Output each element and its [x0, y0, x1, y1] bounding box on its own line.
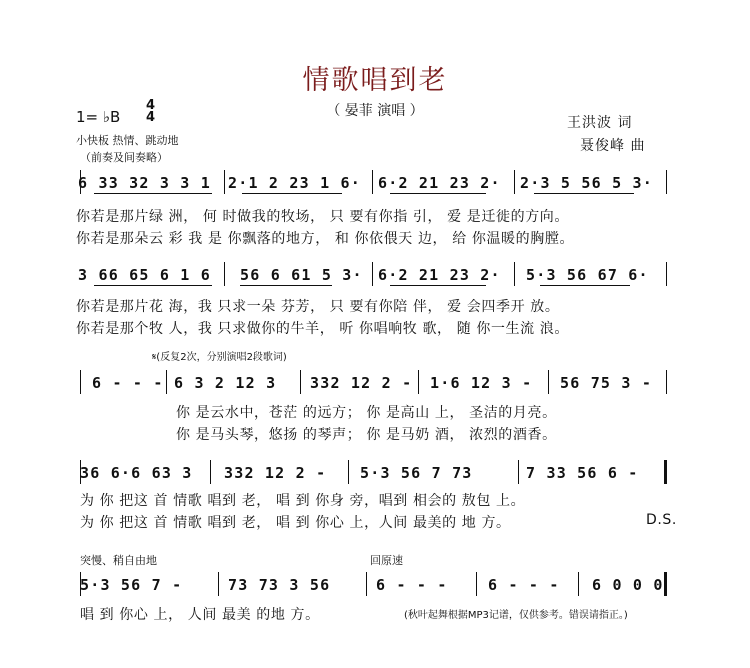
singer-credit: （ 晏菲 演唱 ） [326, 103, 424, 119]
measure: 2·3 5 56 5 3· [520, 174, 653, 192]
lyric-verse-2: 你若是那朵云 彩 我 是 你飘落的地方， 和 你依偎天 边， 给 你温暖的胸膛。 [76, 231, 575, 247]
measure: 6 0 0 0 [592, 576, 664, 594]
time-signature [146, 100, 155, 124]
meter-bottom: 4 [146, 110, 156, 125]
measure: 56 75 3 - [560, 374, 653, 392]
measure: 6 - - - [376, 576, 448, 594]
lyric-verse-1: 你 是云水中，苍茫 的远方； 你 是高山 上， 圣洁的月亮。 [176, 405, 557, 421]
composer: 聂俊峰 曲 [580, 138, 646, 154]
lyric-verse-1: 你若是那片绿 洲， 何 时做我的牧场， 只 要有你指 引， 爱 是迁徙的方向。 [76, 209, 569, 225]
measure: 3 66 65 6 1 6 [78, 266, 211, 284]
ds-marking: D.S. [646, 512, 677, 528]
measure: 5·3 56 67 6· [526, 266, 649, 284]
tempo-primo-marking: 回原速 [370, 554, 403, 567]
measure: 1·6 12 3 - [430, 374, 533, 392]
lyric-verse-1: 为 你 把这 首 情歌 唱到 老， 唱 到 你身 旁，唱到 相会的 敖包 上。 [80, 493, 526, 509]
meter-top: 4 [146, 98, 156, 113]
measure: 6·2 21 23 2· [378, 174, 501, 192]
measure: 36 6·6 63 3 [80, 464, 193, 482]
measure: 6 - - - [92, 374, 164, 392]
measure: 7 33 56 6 - [526, 464, 639, 482]
key-label: 1= ♭B [76, 108, 121, 126]
measure: 332 12 2 - [224, 464, 327, 482]
measure: 73 73 3 56 [228, 576, 331, 594]
measure: 6 33 32 3 3 1 [78, 174, 211, 192]
measure: 6·2 21 23 2· [378, 266, 501, 284]
tempo-marking: 小快板 热情、跳动地 [76, 134, 179, 147]
segno-annotation: 𝄋(反复2次，分别演唱2段歌词) [152, 352, 287, 363]
measure: 2·1 2 23 1 6· [228, 174, 361, 192]
key-signature [76, 98, 156, 126]
lyric-verse-1: 你若是那片花 海，我 只求一朵 芬芳， 只 要有你陪 伴， 爱 会四季开 放。 [76, 299, 560, 315]
measure: 332 12 2 - [310, 374, 413, 392]
lyric-verse-1: 唱 到 你心 上， 人间 最美 的地 方。 [80, 607, 320, 623]
measure: 6 - - - [488, 576, 560, 594]
intro-note: （前奏及间奏略） [80, 151, 168, 164]
measure: 5·3 56 7 73 [360, 464, 473, 482]
lyric-verse-2: 为 你 把这 首 情歌 唱到 老， 唱 到 你心 上，人间 最美的 地 方。 [80, 515, 511, 531]
song-title: 情歌唱到老 [302, 65, 448, 96]
lyric-verse-2: 你 是马头琴，悠扬 的琴声； 你 是马奶 酒， 浓烈的酒香。 [176, 427, 557, 443]
measure: 56 6 61 5 3· [240, 266, 363, 284]
slow-marking: 突慢、稍自由地 [80, 554, 157, 567]
transcription-footnote: (秋叶起舞根据MP3记谱，仅供参考。错误请指正。) [404, 610, 628, 621]
measure: 6 3 2 12 3 [174, 374, 277, 392]
lyric-verse-2: 你若是那个牧 人，我 只求做你的牛羊， 听 你唱响牧 歌， 随 你一生流 浪。 [76, 321, 569, 337]
measure: 5·3 56 7 - [80, 576, 183, 594]
lyricist: 王洪波 词 [567, 115, 633, 131]
